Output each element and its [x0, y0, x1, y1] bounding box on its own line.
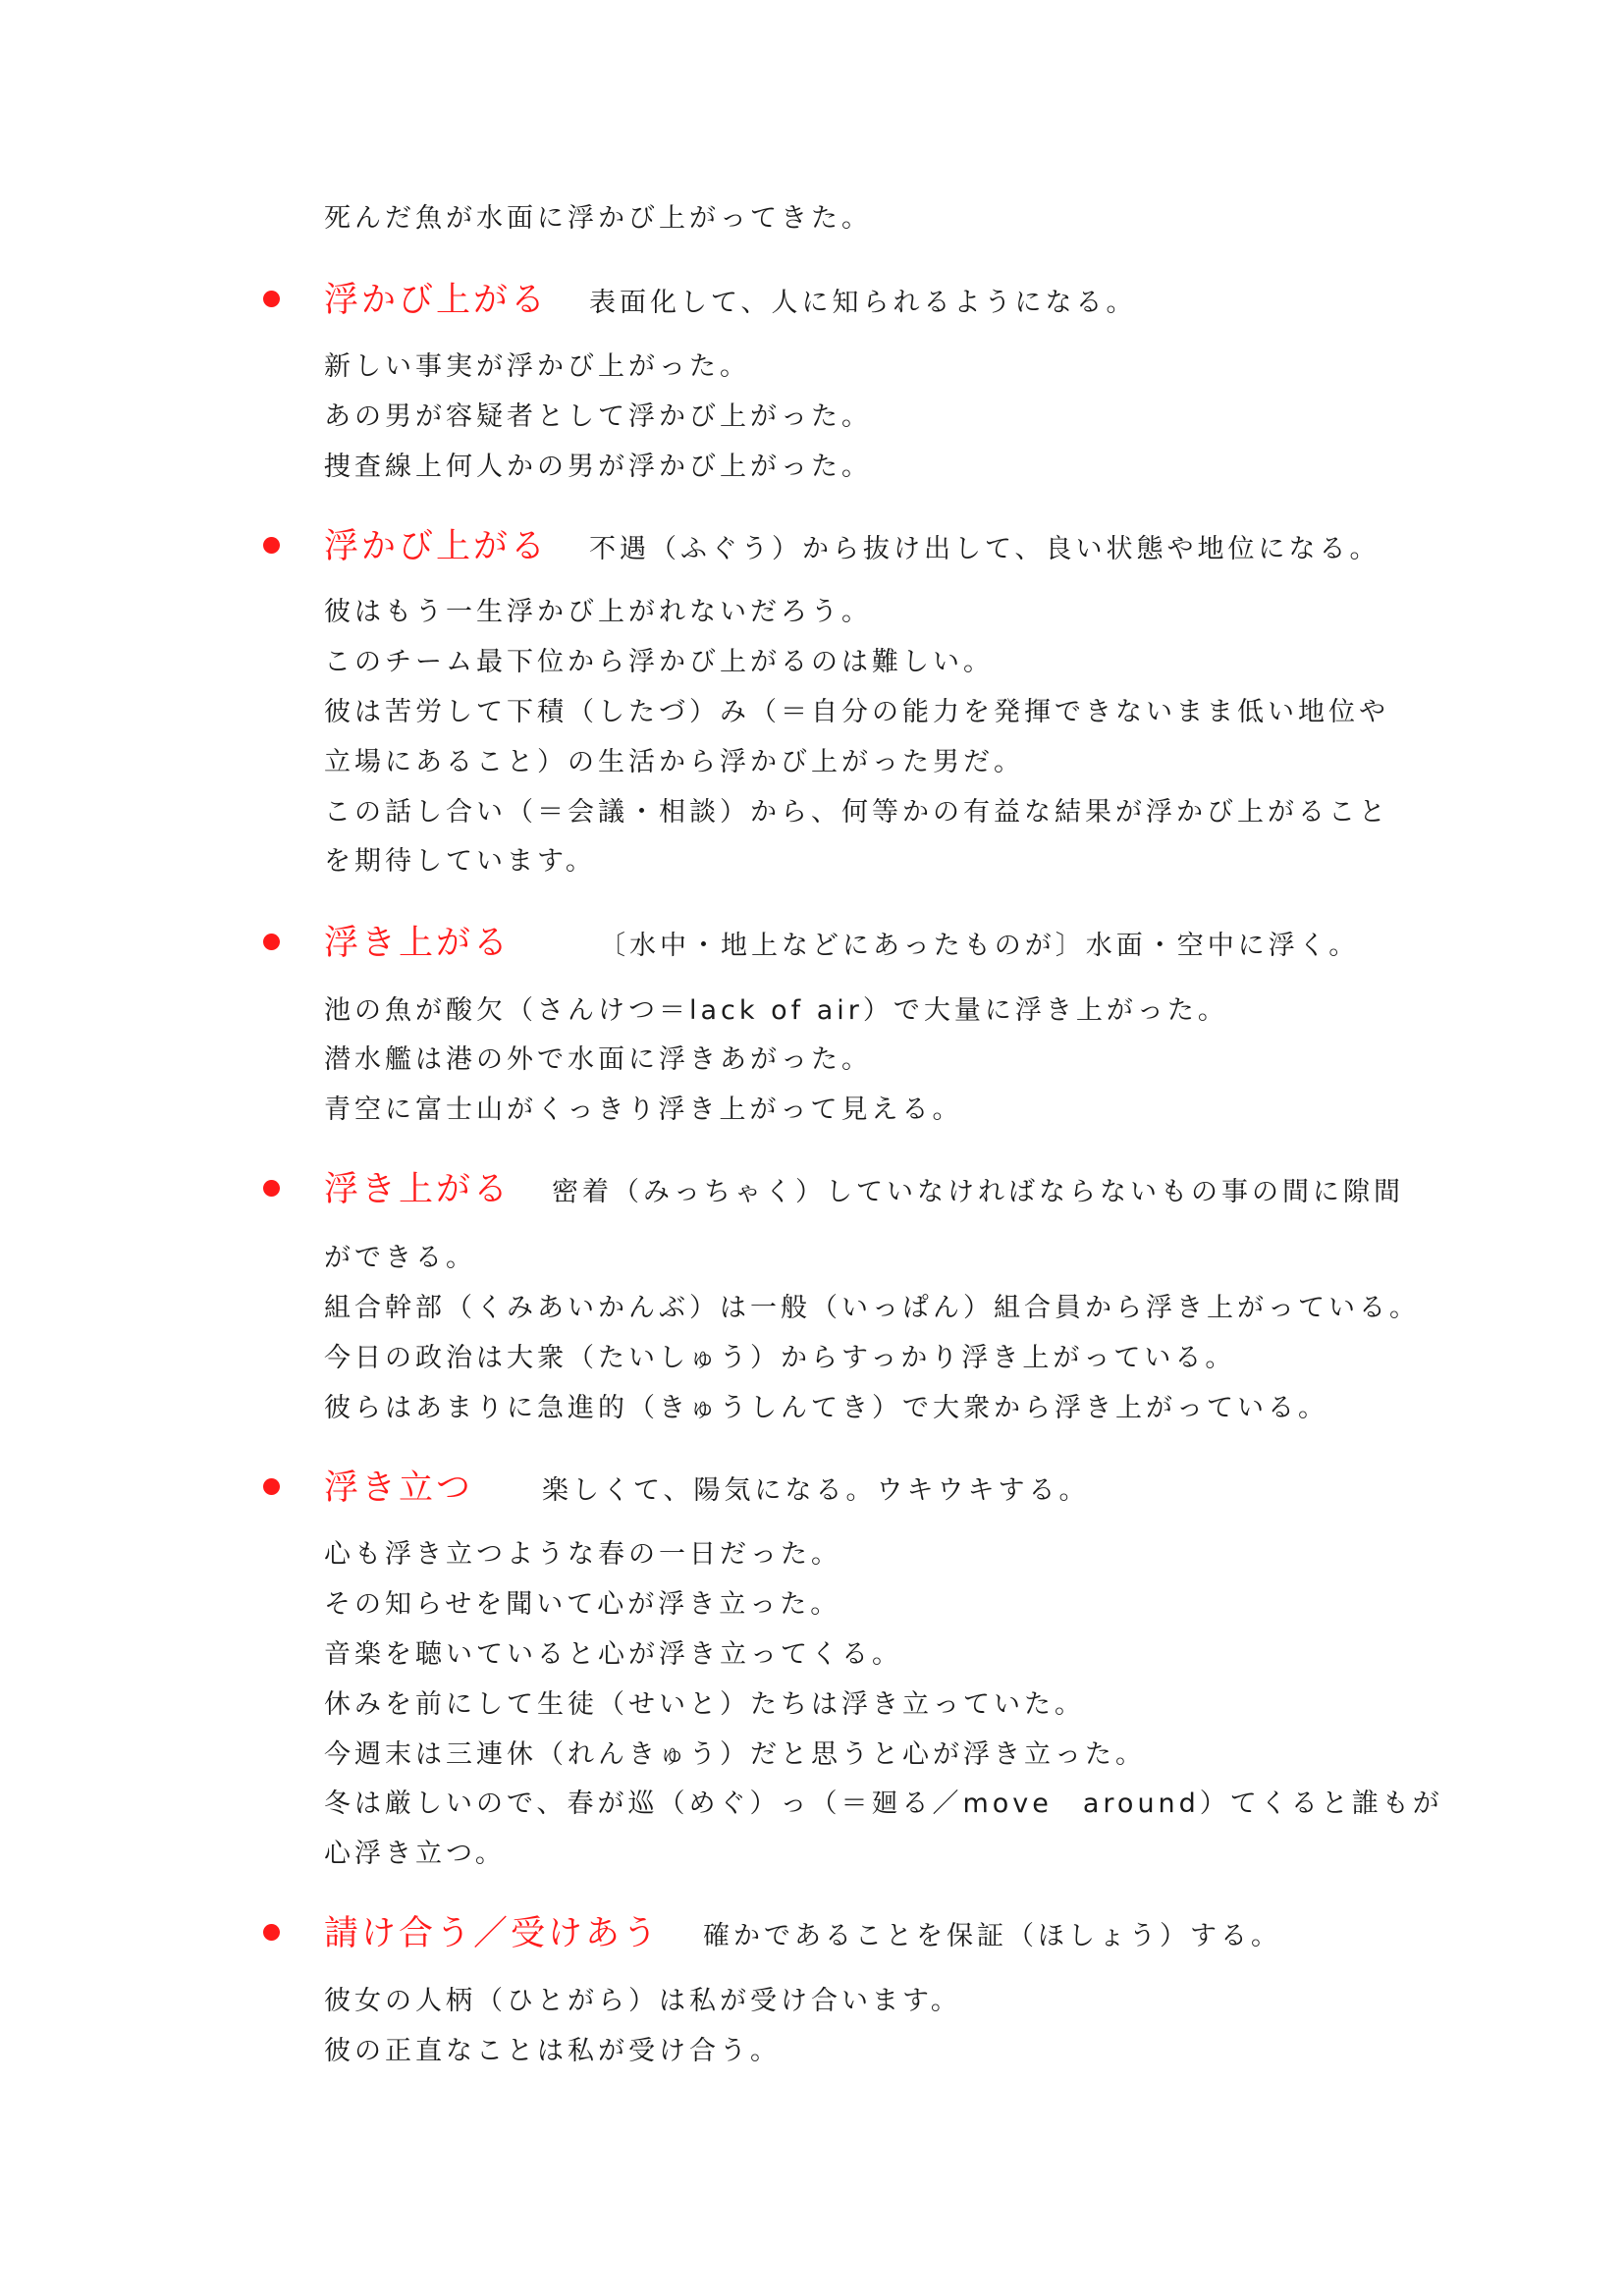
example-sentence: を期待しています。 [324, 846, 596, 877]
example-sentence: ができる。 [324, 1243, 476, 1273]
example-sentence: 心も浮き立つような春の一日だった。 [324, 1539, 841, 1570]
example-sentence: 彼の正直なことは私が受け合う。 [324, 2036, 781, 2066]
bullet-icon [263, 934, 280, 950]
example-sentence: 音楽を聴いていると心が浮き立ってくる。 [324, 1639, 902, 1670]
entry-meaning: 確かであることを保証（ほしょう）する。 [703, 1921, 1281, 1951]
entry-term: 浮かび上がる [324, 281, 549, 320]
example-sentence: あの男が容疑者として浮かび上がった。 [324, 401, 872, 432]
example-sentence: 彼は苦労して下積（したづ）み（＝自分の能力を発揮できないまま低い地位や [324, 697, 1389, 727]
example-sentence: 心浮き立つ。 [324, 1839, 506, 1869]
example-sentence: 捜査線上何人かの男が浮かび上がった。 [324, 452, 872, 482]
example-sentence: 冬は厳しいので、春が巡（めぐ）っ（＝廻る／move around）てくると誰もが [324, 1789, 1443, 1819]
bullet-icon [263, 1180, 280, 1197]
entry-term: 浮き立つ [324, 1468, 474, 1508]
example-sentence: その知らせを聞いて心が浮き立った。 [324, 1589, 841, 1620]
bullet-icon [263, 1924, 280, 1941]
example-sentence: 組合幹部（くみあいかんぶ）は一般（いっぱん）組合員から浮き上がっている。 [324, 1293, 1420, 1323]
entry-term: 浮き上がる [324, 1170, 512, 1209]
example-sentence: このチーム最下位から浮かび上がるのは難しい。 [324, 647, 994, 677]
example-sentence: 今週末は三連休（れんきゅう）だと思うと心が浮き立った。 [324, 1739, 1146, 1770]
example-sentence: 彼はもう一生浮かび上がれないだろう。 [324, 597, 872, 627]
example-sentence: 潜水艦は港の外で水面に浮きあがった。 [324, 1044, 872, 1075]
example-sentence: 池の魚が酸欠（さんけつ＝lack of air）で大量に浮き上がった。 [324, 995, 1228, 1026]
example-sentence: 今日の政治は大衆（たいしゅう）からすっかり浮き上がっている。 [324, 1343, 1236, 1373]
entry-meaning: 表面化して、人に知られるようになる。 [589, 288, 1137, 318]
example-sentence: 休みを前にして生徒（せいと）たちは浮き立っていた。 [324, 1689, 1085, 1720]
example-sentence: 彼女の人柄（ひとがら）は私が受け合います。 [324, 1986, 961, 2016]
example-sentence: 青空に富士山がくっきり浮き上がって見える。 [324, 1095, 963, 1125]
example-sentence: この話し合い（＝会議・相談）から、何等かの有益な結果が浮かび上がること [324, 797, 1389, 828]
entry-meaning: 密着（みっちゃく）していなければならないもの事の間に隙間 [552, 1177, 1404, 1207]
example-sentence: 新しい事実が浮かび上がった。 [324, 351, 750, 382]
example-sentence: 彼らはあまりに急進的（きゅうしんてき）で大衆から浮き上がっている。 [324, 1393, 1328, 1423]
entry-meaning: 楽しくて、陽気になる。ウキウキする。 [542, 1475, 1090, 1506]
bullet-icon [263, 1478, 280, 1495]
example-sentence: 立場にあること）の生活から浮かび上がった男だ。 [324, 747, 1024, 777]
entry-term: 浮き上がる [324, 924, 512, 963]
bullet-icon [263, 291, 280, 307]
example-sentence: 死んだ魚が水面に浮かび上がってきた。 [324, 203, 872, 234]
entry-term: 請け合う／受けあう [324, 1914, 661, 1953]
entry-meaning: 不遇（ふぐう）から抜け出して、良い状態や地位になる。 [589, 534, 1380, 564]
bullet-icon [263, 537, 280, 554]
entry-meaning: 〔水中・地上などにあったものが〕水面・空中に浮く。 [599, 931, 1360, 961]
entry-term: 浮かび上がる [324, 527, 549, 566]
